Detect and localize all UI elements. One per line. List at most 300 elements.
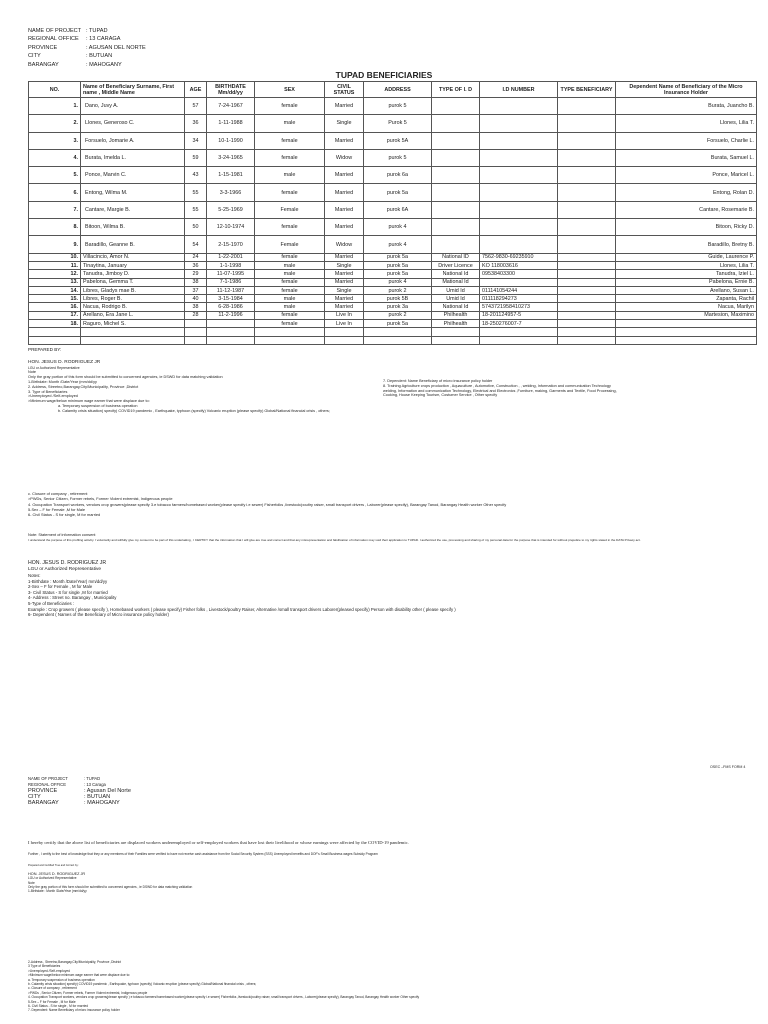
note-line: >Minimum wage/below minimum wage earner that were displace due to: [28,973,131,978]
table-cell [558,311,616,319]
table-cell: purok 5a [364,184,432,201]
table-cell: KO 118003616 [480,261,558,269]
table-cell [616,328,757,336]
table-cell [480,115,558,132]
header-value: : BUTUAN [84,794,111,800]
table-cell: 17. [29,311,81,319]
table-cell [432,328,480,336]
prepared-by-label: PREPARED BY: [28,347,62,352]
note-line: a. Temporary suspension of business operation [28,977,95,982]
note-line: 4- Address : Street no. Barangay , Municipality [28,595,117,601]
table-cell: purok 5a [364,253,432,261]
table-cell: Guide, Laurence P. [616,253,757,261]
table-cell [255,336,325,344]
notes-left-items [28,404,330,414]
table-row [29,278,757,286]
table-row [29,236,757,253]
table-cell [432,167,480,184]
note-line: b. Calamity crisis situation( specify) COVID19 pandemic , Earthquake, typhoon (specify) Volcanic eruption (please specify) Global/National financial crisis , others; [28,982,257,987]
table-row [29,295,757,303]
table-cell [558,270,616,278]
note-line: Note [28,370,37,375]
table-cell [207,336,255,344]
header-label: REGIONAL OFFICE [28,782,67,787]
table-cell: female [255,98,325,115]
table-cell [81,328,185,336]
table-cell: Married [325,253,364,261]
table-cell: purok 5 [364,149,432,166]
table-cell: Forsuelo, Jomarie A. [81,132,185,149]
table-cell: male [255,303,325,311]
form-code: OSEC –FMS FORM 4 [710,765,746,769]
table-cell: Baradillo, Bretny B. [616,236,757,253]
header-row [28,44,146,52]
table-cell [207,328,255,336]
table-cell: 28 [185,311,207,319]
note-line: >PWDs, Senior Citizen, Former rebels, Former Violent extremist, Indigenous people [28,496,173,502]
table-cell: Married [325,167,364,184]
table-row [29,184,757,201]
signatory-name: HON. JESUS D. RODRIGUEZ JR [28,560,107,566]
note-line: 1-Birthdate : Month /Date/Year (mm/dd/yy [28,889,87,894]
note-line: >Minimum wage/below minimum wage earner that were displace due to: [28,399,150,404]
table-cell: Single [325,115,364,132]
table-cell [81,336,185,344]
table-cell: male [255,270,325,278]
signatory3-section [28,872,192,893]
table-cell [480,184,558,201]
table-cell: purok 5B [364,295,432,303]
table-cell [432,201,480,218]
table-cell: Dano, Juvy A. [81,98,185,115]
table-row [29,167,757,184]
table-cell: Married [325,303,364,311]
table-cell: male [255,261,325,269]
note-line: 6- Civil Status - S for single, M for married [28,512,101,518]
table-cell: Zapanta, Rachil [616,295,757,303]
table-cell: 36 [185,261,207,269]
header-row [28,52,146,60]
note-line: 8. Training Agriculture crops production , Aquaculture , Automotive, Construction , , welding, Information and communication Technology [383,383,611,388]
table-cell: Widow [325,236,364,253]
table-cell: 15. [29,295,81,303]
table-cell: Ponce, Maricel L. [616,167,757,184]
table-cell: 7-1-1986 [207,278,255,286]
table-cell: purok 5a [364,320,432,328]
table-cell: Tanudra, Jimboy D. [81,270,185,278]
table-cell: 3. [29,132,81,149]
table-cell: 18-201124957-5 [480,311,558,319]
table-cell: female [255,132,325,149]
table-cell: Married [325,184,364,201]
table-cell: Bitoon, Ricky D. [616,219,757,236]
header-value: : 13 Caraga [84,782,106,787]
table-cell: purok 5a [364,261,432,269]
note-line: 3 Type of Beneficiaries [28,964,61,969]
header-label: NAME OF PROJECT [28,776,68,781]
further-paragraph: Further , I certify to the best of knowledge that they or any members of their Families were verified to have not receive cash assistance from the Social Security System (SSS) Unemployed benefits and DOF's Small Business wages Subsidy Program [28,852,378,856]
table-cell: Female [255,201,325,218]
table-cell: 11. [29,261,81,269]
table-row [29,303,757,311]
table-cell [325,336,364,344]
table-cell: Libres, Gladys mae B. [81,286,185,294]
table-cell: 10-1-1990 [207,132,255,149]
table-cell [616,336,757,344]
table-cell [480,336,558,344]
table-cell: 24 [185,253,207,261]
header-label: NAME OF PROJECT [28,28,82,34]
table-cell: Married [325,295,364,303]
table-cell [480,98,558,115]
note-line: 6- Civil Status - S for single , M for married [28,1004,89,1009]
table-cell: 1-11-1988 [207,115,255,132]
page-title: TUPAD BENEFICIARIES [335,70,433,80]
table-cell: Tinaytina, January [81,261,185,269]
table-cell [185,336,207,344]
header-value: : TUPAD [86,28,108,34]
table-cell [432,149,480,166]
table-cell: Ponce, Marvin C. [81,167,185,184]
table-cell: 7562-9830-69235910 [480,253,558,261]
table-cell [558,184,616,201]
project-header [28,27,146,69]
note-line: >Unemployed /Self-employed [28,394,78,399]
table-cell [558,132,616,149]
table-cell [480,149,558,166]
notes4 [28,960,748,1013]
note-line: c. Closure of company , retirement [28,491,88,496]
header-label: PROVINCE [28,44,58,51]
table-cell [185,320,207,328]
table-cell [185,328,207,336]
table-cell: purok 2 [364,311,432,319]
table-cell [480,328,558,336]
table-cell [558,201,616,218]
notes3 [28,881,192,894]
table-row-empty [29,328,757,336]
column-header: AGE [185,82,207,98]
table-cell: Burata, Samuel L. [616,149,757,166]
table-cell: 6-28-1986 [207,303,255,311]
note-line: 2-Address , Streetno,Barangay,City/Municipality, Province ,District [28,960,121,964]
note-line: 5-Type of Beneficiaries : [28,600,75,606]
note-line: c. Closure of company , retirement [28,986,77,991]
table-cell [558,219,616,236]
note-line: Cooking, House Keeping Tourism, Costumer Service , Other specify [383,393,498,398]
table-cell: Married [325,278,364,286]
table-cell: 34 [185,132,207,149]
header-row [28,61,146,69]
table-cell: purok 6a [364,167,432,184]
table-cell: 2. [29,115,81,132]
table-header-row [29,82,757,98]
header-row [28,35,146,43]
notes-mid [28,491,506,517]
header-value: : AGUSAN DEL NORTE [86,44,146,51]
table-cell: National ID [432,253,480,261]
table-cell: Bitoon, Wilma B. [81,219,185,236]
table-cell: Llones, Generoso C. [81,115,185,132]
note-line: 6- Dependent ( Names of the Beneficiary of Micro insurance policy holder) [28,612,169,618]
table-cell: Live In [325,320,364,328]
table-cell [558,253,616,261]
note-line: Only the gray portion of this form should be submitted to concerned agencies, ie DSWD for data matching validation [28,375,223,380]
table-cell: 1-15-1981 [207,167,255,184]
note-line: 7. Dependent: Name Beneficiary of micro insurance policy holder [383,379,493,383]
header-value: : MAHOGANY [84,800,120,806]
table-cell: 11-07-1995 [207,270,255,278]
table-cell [480,167,558,184]
table-cell: male [255,167,325,184]
note-line: 3- Civil Status - S for single ,M for married [28,589,108,595]
column-header: SEX [255,82,325,98]
table-cell: 14. [29,286,81,294]
table-cell [558,98,616,115]
header-label: BARANGAY [28,800,59,806]
table-cell [364,328,432,336]
table-cell: Baradillo, Geanne B. [81,236,185,253]
table-cell: purok 4 [364,219,432,236]
table-cell: purok 4 [364,236,432,253]
table-cell: 40 [185,295,207,303]
table-cell [480,278,558,286]
table-cell: Entong, Rolan D. [616,184,757,201]
project-header-2 [28,776,131,806]
note-line: 4. Occupation Transport workers, vendors crop growers(please specify ) e tobacco farmers/homebased worker(please specify i.e sewer) Fisherfolks ,livestock/poultry raiser, small transport drivers , Laborer(please specify), Barangay Tanod, Barangay Health worker Other specify [28,995,420,1000]
column-header: Dependent Name of Beneficiary of the Micro Insurance Holder [616,82,757,98]
table-cell: female [255,311,325,319]
header-value: : TUPAD [84,776,101,781]
table-cell: 9. [29,236,81,253]
note-line: a. Temporary suspension of business operation [58,403,138,408]
table-cell: 5-25-1969 [207,201,255,218]
table-cell [558,149,616,166]
table-cell [255,328,325,336]
table-cell: National Id [432,303,480,311]
header-value: : MAHOGANY [86,61,122,68]
table-cell: purok 4 [364,278,432,286]
note-line: Notes: [28,573,41,578]
prepared-certified-label: Prepared and Certified True and Correct by: [28,864,79,867]
table-cell [558,336,616,344]
table-cell: 6. [29,184,81,201]
table-cell: 3-15-1984 [207,295,255,303]
note-line: 2. Address, Streetno,Barangay,City/Municipality, Province ,District [28,384,139,389]
header-row [28,800,131,806]
table-cell: Purok 5 [364,115,432,132]
table-cell [29,328,81,336]
note-line: 1-Birthdate : Month /Date/Year) mm/dd/yy [28,578,108,584]
header-row [28,27,146,35]
column-header: BIRTHDATE Mm/dd/yy [207,82,255,98]
table-cell: 38 [185,303,207,311]
table-row [29,115,757,132]
signatory-role: LGU or Authorized Representative [28,876,77,881]
table-row [29,311,757,319]
table-cell: 59 [185,149,207,166]
table-cell: 11-2-1996 [207,311,255,319]
note-line: b. Calamity crisis situation( specify) COVID19 pandemic , Earthquake, typhoon (specify) Volcanic eruption (please specify) Global/National financial crisis , others; [58,408,330,413]
table-cell: female [255,278,325,286]
table-cell: Arellano, Susan L. [616,286,757,294]
table-cell: 1. [29,98,81,115]
consent-section [28,533,728,542]
column-header: ADDRESS [364,82,432,98]
table-cell [558,286,616,294]
table-row [29,261,757,269]
table-cell: 5743721958410273 [480,303,558,311]
table-cell: Nacua, Marilyn [616,303,757,311]
table-cell: 13. [29,278,81,286]
table-row-empty [29,336,757,344]
table-cell [432,115,480,132]
table-cell: 12. [29,270,81,278]
header-label: CITY [28,794,41,800]
notes2 [28,573,456,618]
table-cell: 8. [29,219,81,236]
table-row [29,149,757,166]
table-cell: 36 [185,115,207,132]
signatory-role: LGU or Authorized Representative [28,365,80,370]
note-line: 1-Birthdate: Month /Date/Year (mm/dd/yy [28,379,97,384]
table-cell: Umid Id [432,286,480,294]
table-cell: female [255,184,325,201]
table-cell: Pabelona, Gemma T. [81,278,185,286]
table-cell: 50 [185,219,207,236]
table-cell: purok 5 [364,98,432,115]
table-cell: 57 [185,98,207,115]
table-cell: Raguro, Michel S. [81,320,185,328]
further-text [28,852,748,856]
table-cell: Villacincio, Amor N. [81,253,185,261]
table-cell: 011118294273 [480,295,558,303]
table-cell: 11-12-1987 [207,286,255,294]
table-cell: female [255,286,325,294]
table-cell: 54 [185,236,207,253]
note-line: 3. Type of Beneficiaries [28,389,68,394]
table-row [29,253,757,261]
table-cell: Nacua, Rodrigo B. [81,303,185,311]
table-cell: female [255,253,325,261]
table-cell: 09538403300 [480,270,558,278]
table-row [29,219,757,236]
table-cell: 38 [185,278,207,286]
header-label: PROVINCE [28,788,58,794]
note-line: Only the gray portion of this form should be submitted to concerned agencies , ie DSWD for data matching validation [28,884,193,889]
table-cell: Martesion, Maximino [616,311,757,319]
note-line: >PWDs , Senior Citizen, Former rebels, Former Violent extremist, Indigenous people [28,990,148,995]
column-header: CIVIL STATUS [325,82,364,98]
table-cell: purok 6A [364,201,432,218]
table-cell: 7-24-1967 [207,98,255,115]
table-cell: purok 5A [364,132,432,149]
table-cell: 18-250276007-7 [480,320,558,328]
table-cell [558,167,616,184]
table-cell [29,336,81,344]
table-cell: Forsuelo, Charlie L. [616,132,757,149]
table-cell: Married [325,98,364,115]
table-cell: Burata, Juancho B. [616,98,757,115]
note-line: Note [28,880,35,885]
table-cell [558,295,616,303]
table-cell: 011141054244 [480,286,558,294]
table-cell [325,328,364,336]
table-cell: purok 5a [364,270,432,278]
table-cell [558,320,616,328]
consent-title: Note: Statement of information consent [28,532,96,537]
table-cell: Widow [325,149,364,166]
table-cell: Married [325,219,364,236]
table-cell [480,219,558,236]
table-cell: Burata, Imelda L. [81,149,185,166]
signatory-name: HON. JESUS D. RODRIGUEZ JR [28,359,101,365]
column-header: Name of Beneficiary Surname, First name , Middle Name [81,82,185,98]
signatory-role: LGU or Authorized Representative [28,567,102,572]
table-cell: Married [325,132,364,149]
table-cell: Umid Id [432,295,480,303]
table-cell: Driver Licence [432,261,480,269]
column-header: NO. [29,82,81,98]
table-row [29,132,757,149]
table-row [29,320,757,328]
header-value: : 13 CARAGA [86,36,121,43]
table-cell: 2-15-1970 [207,236,255,253]
table-cell: Mational Id [432,278,480,286]
table-cell [432,132,480,149]
header-label: BARANGAY [28,61,59,68]
table-cell: purok 3a [364,303,432,311]
table-cell [480,236,558,253]
table-cell: Single [325,286,364,294]
signatory-name: HON. JESUS D. RODRIGUEZ JR [28,872,86,876]
table-cell: 55 [185,184,207,201]
table-cell: 3-3-1966 [207,184,255,201]
table-cell: Cantare, Margie B. [81,201,185,218]
table-cell [432,336,480,344]
signatory2-section [28,560,456,618]
table-cell: Single [325,261,364,269]
prepared-by-section [28,348,330,414]
table-cell: 43 [185,167,207,184]
header-value: : BUTUAN [86,53,113,60]
table-cell [558,278,616,286]
table-cell: 4. [29,149,81,166]
note-line: welding, Information and communication Technology, Electrical and Electronics ,Furniture, making, Garments and Textile, Food Processing, [383,388,617,393]
table-cell: 12-10-1974 [207,219,255,236]
table-cell: 1-22-2001 [207,253,255,261]
column-header: I.D NUMBER [480,82,558,98]
note-line: 4. Occupation Transport workers, vendors crop growers(please specify 3.e tobacco farmers/homebased worker(please specify i.e sewer) Fisherfolks ,livestock/poultry raiser, small transport drivers , Laborer(please specify), Barangay Tanod, Barangay Health worker Other specify [28,501,507,507]
table-cell [480,132,558,149]
table-cell: 7. [29,201,81,218]
table-cell: Tanudra, Iziel L. [616,270,757,278]
notes-right [383,379,721,398]
table-cell: female [255,320,325,328]
table-row [29,270,757,278]
table-cell: 5. [29,167,81,184]
header-label: REGIONAL OFFICE [28,36,79,43]
table-cell [364,336,432,344]
table-cell: National Id [432,270,480,278]
table-cell: 55 [185,201,207,218]
note-line: Example : Crop growers ( please specify ), Homebased workers ( please specify) Fisher folks , Livestock/poultry Raiser, Alternative /small transport drivers Laborer(pleased specify) Person with disability other ( please specify ) [28,606,456,612]
note-line: 7. Dependent: Name Beneficiary of micro insurance policy holder [28,1008,120,1013]
table-cell: Llones, Lilia T. [616,261,757,269]
table-cell [432,98,480,115]
table-cell: 1-1-1998 [207,261,255,269]
table-cell: Live In [325,311,364,319]
